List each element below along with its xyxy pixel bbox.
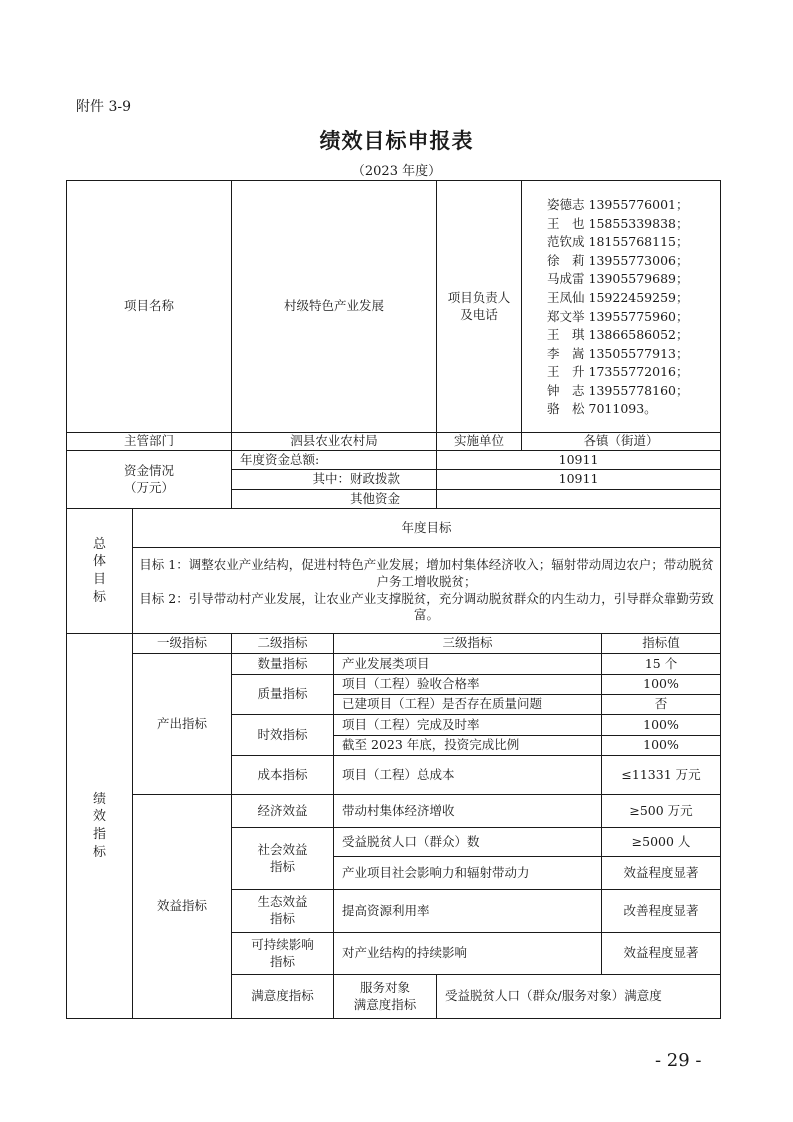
project-contacts-cell	[522, 181, 721, 433]
project-name-value: 村级特色产业发展	[232, 181, 437, 433]
economic-benefit-value: ≥500 万元	[602, 795, 721, 828]
department-row	[67, 433, 721, 451]
sustainable-impact-value: 效益程度显著	[602, 933, 721, 975]
contact-entry: 马成雷 13905579689；	[547, 271, 689, 287]
overall-goal-char: 总	[92, 536, 106, 552]
page-title: 绩效目标申报表	[319, 128, 474, 153]
header-level3: 三级指标	[334, 634, 602, 654]
quantity-indicator-item: 产业发展类项目	[334, 654, 602, 675]
satisfaction-indicator-label: 满意度指标	[232, 975, 334, 1019]
contact-entry: 王 琪 13866586052；	[547, 327, 689, 343]
sustainable-impact-label-line1: 可持续影响	[251, 936, 314, 952]
overall-goal-char: 标	[92, 589, 106, 605]
performance-indicator-char: 标	[92, 844, 106, 860]
cost-indicator-item: 项目（工程）总成本	[334, 756, 602, 795]
social-benefit-label-line2: 指标	[270, 858, 296, 874]
header-value: 指标值	[602, 634, 721, 654]
funds-total-row	[67, 451, 721, 470]
contact-entry: 姿德志 13955776001；	[547, 196, 689, 212]
department-label: 主管部门	[67, 433, 232, 451]
social-benefit-item-1: 受益脱贫人口（群众）数	[334, 828, 602, 857]
sustainable-impact-item: 对产业结构的持续影响	[334, 933, 602, 975]
contact-entry: 李 嵩 13505577913；	[547, 345, 689, 361]
project-name-row	[67, 181, 721, 433]
implementing-unit-value: 各镇（街道）	[522, 433, 721, 451]
page-subtitle-year: （2023 年度）	[351, 164, 442, 179]
department-value: 泗县农业农村局	[232, 433, 437, 451]
annual-goal-content	[133, 548, 721, 634]
header-level2: 二级指标	[232, 634, 334, 654]
goal-2-text: 目标 2：引导带动村产业发展，让农业产业支撑脱贫，充分调动脱贫群众的内生动力，引导群众靠勤劳致富。	[139, 590, 714, 623]
ecological-benefit-label	[232, 890, 334, 933]
funds-other-value	[437, 490, 721, 509]
contact-entry: 王 也 15855339838；	[547, 215, 689, 231]
timeliness-indicator-item-1: 项目（工程）完成及时率	[334, 715, 602, 736]
performance-target-table	[66, 180, 721, 1019]
timeliness-indicator-value-1: 100%	[602, 715, 721, 736]
goal-1-text: 目标 1：调整农业产业结构，促进村特色产业发展；增加村集体经济收入；辐射带动周边农户；带动脱贫户务工增收脱贫；	[139, 556, 714, 589]
project-leader-label	[437, 181, 522, 433]
project-name-label: 项目名称	[67, 181, 232, 433]
implementing-unit-label: 实施单位	[437, 433, 522, 451]
funds-total-value: 10911	[437, 451, 721, 470]
output-indicator-label: 产出指标	[133, 654, 232, 795]
contact-entry: 王 升 17355772016；	[547, 364, 689, 380]
indicator-header-row	[67, 634, 721, 654]
annual-goal-content-row	[67, 548, 721, 634]
funds-label-cell	[67, 451, 232, 509]
satisfaction-sub-label-line1: 服务对象	[360, 979, 411, 995]
timeliness-indicator-value-2: 100%	[602, 736, 721, 756]
quantity-indicator-label: 数量指标	[232, 654, 334, 675]
contact-entry: 骆 松 7011093。	[547, 401, 657, 417]
economic-benefit-item: 带动村集体经济增收	[334, 795, 602, 828]
performance-indicator-char: 效	[92, 809, 106, 825]
overall-goal-label	[67, 509, 133, 634]
sustainable-impact-label	[232, 933, 334, 975]
annual-goal-label: 年度目标	[133, 509, 721, 548]
overall-goal-char: 体	[92, 554, 106, 570]
social-benefit-item-2: 产业项目社会影响力和辐射带动力	[334, 857, 602, 890]
cost-indicator-label: 成本指标	[232, 756, 334, 795]
social-benefit-value-2: 效益程度显著	[602, 857, 721, 890]
funds-label: 资金情况	[124, 462, 175, 478]
page-number: - 29 -	[655, 1050, 702, 1071]
funds-unit: （万元）	[124, 479, 175, 495]
performance-indicator-char: 指	[92, 827, 106, 842]
contact-entry: 钟 志 13955778160；	[547, 382, 689, 398]
performance-indicator-label	[67, 634, 133, 1019]
economic-benefit-label: 经济效益	[232, 795, 334, 828]
social-benefit-value-1: ≥5000 人	[602, 828, 721, 857]
header-level1: 一级指标	[133, 634, 232, 654]
benefit-indicator-label: 效益指标	[133, 795, 232, 1019]
quality-indicator-item-2: 已建项目（工程）是否存在质量问题	[334, 695, 602, 715]
satisfaction-sub-label	[334, 975, 437, 1019]
table-row	[67, 654, 721, 675]
quality-indicator-value-2: 否	[602, 695, 721, 715]
funds-other-label: 其他资金	[232, 490, 437, 509]
project-contacts-list	[525, 194, 717, 419]
quality-indicator-value-1: 100%	[602, 675, 721, 695]
attachment-label: 附件 3-9	[76, 99, 131, 115]
project-leader-label-text: 项目负责人及电话	[447, 289, 511, 322]
annual-goal-header-row	[67, 509, 721, 548]
timeliness-indicator-item-2: 截至 2023 年底，投资完成比例	[334, 736, 602, 756]
sustainable-impact-label-line2: 指标	[270, 953, 296, 969]
overall-goal-char: 目	[92, 572, 106, 587]
ecological-benefit-value: 改善程度显著	[602, 890, 721, 933]
performance-indicator-char: 绩	[92, 791, 106, 807]
social-benefit-label	[232, 828, 334, 890]
contact-entry: 徐 莉 13955773006；	[547, 252, 689, 268]
quality-indicator-label: 质量指标	[232, 675, 334, 715]
ecological-benefit-label-line1: 生态效益	[257, 894, 308, 910]
table-row	[67, 795, 721, 828]
ecological-benefit-item: 提高资源利用率	[334, 890, 602, 933]
funds-fiscal-label: 其中：财政拨款	[232, 470, 437, 490]
contact-entry: 郑文举 13955775960；	[547, 308, 689, 324]
quantity-indicator-value: 15 个	[602, 654, 721, 675]
satisfaction-sub-label-line2: 满意度指标	[353, 996, 417, 1012]
ecological-benefit-label-line2: 指标	[270, 911, 296, 926]
funds-fiscal-value: 10911	[437, 470, 721, 490]
social-benefit-label-line1: 社会效益	[257, 841, 308, 857]
satisfaction-item: 受益脱贫人口（群众/服务对象）满意度	[437, 975, 721, 1019]
cost-indicator-value: ≤11331 万元	[602, 756, 721, 795]
funds-total-label: 年度资金总额:	[232, 451, 437, 470]
contact-entry: 王凤仙 15922459259；	[547, 289, 689, 305]
quality-indicator-item-1: 项目（工程）验收合格率	[334, 675, 602, 695]
timeliness-indicator-label: 时效指标	[232, 715, 334, 756]
contact-entry: 范钦成 18155768115；	[547, 234, 689, 250]
